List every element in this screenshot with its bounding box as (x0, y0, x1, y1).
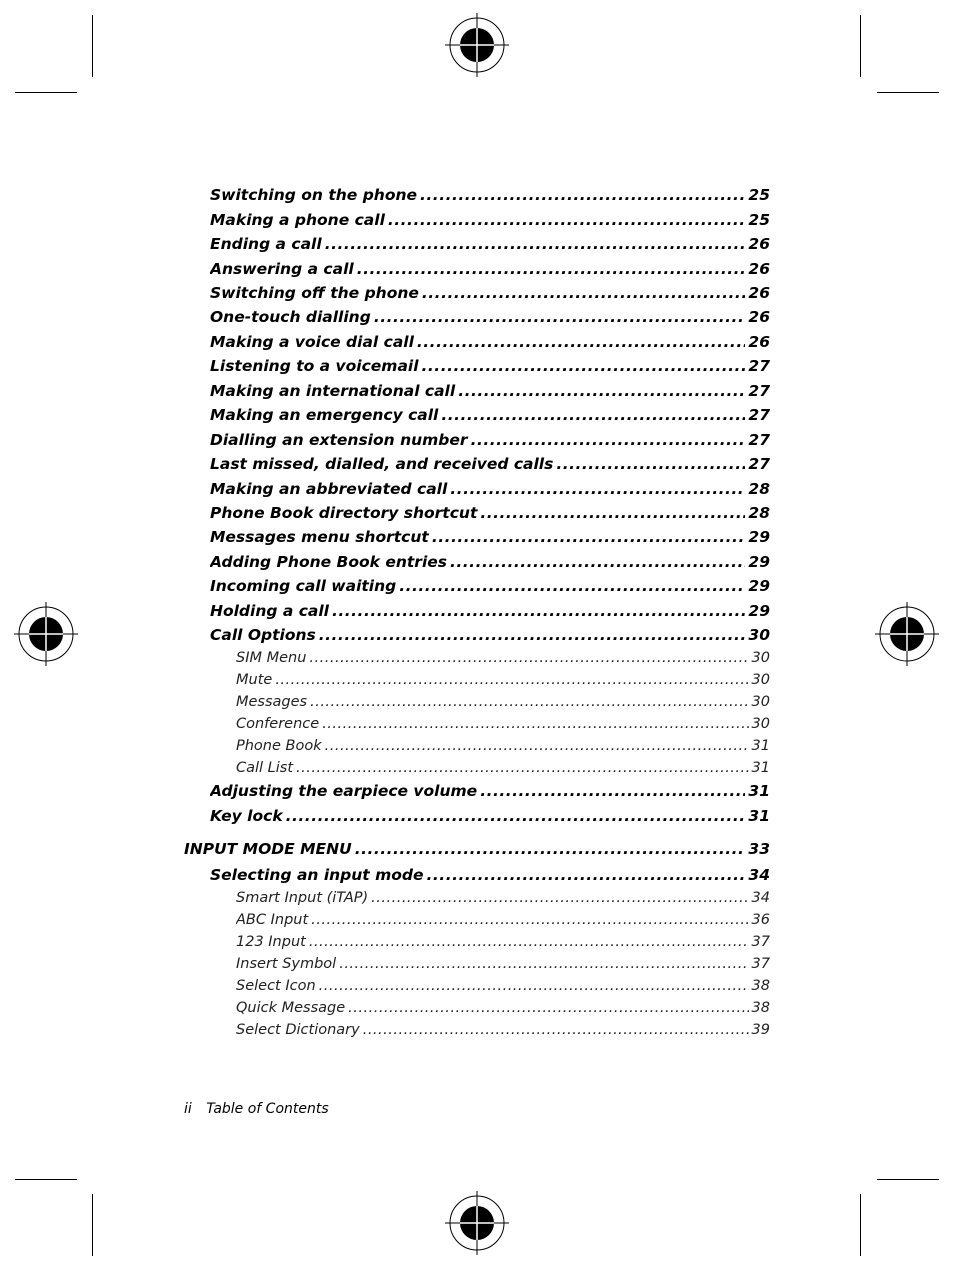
toc-entry[interactable] (210, 504, 770, 522)
toc-entry-page: 37 (751, 934, 770, 950)
dot-leader (422, 284, 746, 302)
toc-entry-title: Conference (236, 716, 320, 732)
dot-leader (310, 694, 748, 710)
toc-entry-page: 30 (751, 694, 770, 710)
toc-entry[interactable] (236, 1022, 770, 1038)
toc-entry-page: 29 (748, 528, 770, 546)
dot-leader (388, 211, 746, 229)
toc-entry-title: Select Icon (236, 978, 316, 994)
dot-leader (420, 186, 745, 204)
toc-entry-page: 30 (751, 716, 770, 732)
toc-entry[interactable] (210, 260, 770, 278)
dot-leader (458, 382, 745, 400)
toc-entry-page: 29 (748, 602, 770, 620)
toc-entry[interactable] (210, 455, 770, 473)
toc-entry-page: 27 (748, 357, 770, 375)
toc-entry-page: 26 (748, 235, 770, 253)
toc-entry-title: Incoming call waiting (210, 577, 397, 595)
dot-leader (322, 716, 748, 732)
toc-entry-title: Making a voice dial call (210, 333, 414, 351)
toc-entry-page: 26 (748, 308, 770, 326)
footer-page-number: ii (184, 1101, 192, 1117)
dot-leader (450, 480, 745, 498)
toc-entry-page: 33 (748, 840, 770, 858)
toc-entry[interactable] (210, 807, 770, 825)
toc-entry-page: 37 (751, 956, 770, 972)
toc-entry-page: 27 (748, 431, 770, 449)
toc-entry-page: 34 (748, 866, 770, 884)
toc-entry-title: SIM Menu (236, 650, 307, 666)
toc-entry-title: Select Dictionary (236, 1022, 360, 1038)
toc-entry-page: 31 (751, 760, 770, 776)
toc-entry-title: Smart Input (iTAP) (236, 890, 369, 906)
toc-entry-title: INPUT MODE MENU (184, 840, 352, 858)
toc-entry-page: 31 (748, 807, 770, 825)
toc-entry[interactable] (210, 602, 770, 620)
dot-leader (371, 890, 748, 906)
toc-entry-title: ABC Input (236, 912, 309, 928)
toc-entry-title: Last missed, dialled, and received calls (210, 455, 554, 473)
toc-entry[interactable] (210, 431, 770, 449)
dot-leader (319, 626, 746, 644)
dot-leader (339, 956, 748, 972)
dot-leader (471, 431, 746, 449)
toc-entry-title: Making an abbreviated call (210, 480, 448, 498)
dot-leader (309, 650, 748, 666)
dot-leader (275, 672, 748, 688)
toc-entry-title: Holding a call (210, 602, 329, 620)
toc-entry-title: Messages (236, 694, 308, 710)
toc-entry[interactable] (236, 912, 770, 928)
toc-entry[interactable] (236, 760, 770, 776)
toc-entry-title: Phone Book directory shortcut (210, 504, 478, 522)
toc-entry-title: Making a phone call (210, 211, 385, 229)
toc-entry-title: Making an emergency call (210, 406, 439, 424)
toc-entry[interactable] (184, 840, 770, 858)
toc-entry-page: 39 (751, 1022, 770, 1038)
dot-leader (427, 866, 746, 884)
toc-entry-title: Ending a call (210, 235, 322, 253)
toc-entry-title: Call List (236, 760, 294, 776)
toc-entry-title: Key lock (210, 807, 283, 825)
dot-leader (325, 235, 746, 253)
toc-entry[interactable] (210, 626, 770, 644)
toc-entry-title: Selecting an input mode (210, 866, 424, 884)
footer-label: Table of Contents (206, 1101, 329, 1117)
toc-entry-title: Quick Message (236, 1000, 346, 1016)
toc-entry-page: 27 (748, 406, 770, 424)
toc-entry-title: Messages menu shortcut (210, 528, 429, 546)
dot-leader (441, 406, 745, 424)
toc-entry-page: 29 (748, 577, 770, 595)
dot-leader (309, 934, 749, 950)
dot-leader (311, 912, 748, 928)
toc-entry[interactable] (236, 672, 770, 688)
toc-entry-page: 26 (748, 333, 770, 351)
toc-entry-title: Adjusting the earpiece volume (210, 782, 478, 800)
toc-entry[interactable] (210, 406, 770, 424)
toc-entry-page: 26 (748, 284, 770, 302)
toc-entry[interactable] (236, 934, 770, 950)
dot-leader (325, 738, 749, 754)
toc-entry[interactable] (210, 235, 770, 253)
toc-entry[interactable] (210, 528, 770, 546)
toc-entry[interactable] (236, 650, 770, 666)
toc-entry-page: 30 (751, 672, 770, 688)
dot-leader (363, 1022, 749, 1038)
toc-entry[interactable] (236, 890, 770, 906)
toc-entry[interactable] (210, 333, 770, 351)
toc-entry-title: Call Options (210, 626, 316, 644)
toc-entry-title: Switching on the phone (210, 186, 418, 204)
dot-leader (480, 504, 745, 522)
toc-entry-title: Dialling an extension number (210, 431, 468, 449)
dot-leader (417, 333, 746, 351)
dot-leader (556, 455, 745, 473)
toc-entry-title: Listening to a voicemail (210, 357, 419, 375)
toc-entry[interactable] (210, 186, 770, 204)
toc-entry[interactable] (210, 866, 770, 884)
toc-entry[interactable] (210, 577, 770, 595)
toc-entry-title: Mute (236, 672, 273, 688)
toc-entry-page: 27 (748, 455, 770, 473)
toc-entry-title: Answering a call (210, 260, 354, 278)
dot-leader (286, 807, 746, 825)
dot-leader (319, 978, 749, 994)
toc-entry[interactable] (236, 956, 770, 972)
toc-entry[interactable] (210, 211, 770, 229)
toc-entry[interactable] (210, 480, 770, 498)
toc-entry[interactable] (236, 738, 770, 754)
dot-leader (348, 1000, 748, 1016)
dot-leader (296, 760, 749, 776)
toc-entry-page: 28 (748, 504, 770, 522)
toc-entry-page: 31 (748, 782, 770, 800)
toc-entry-page: 38 (751, 978, 770, 994)
dot-leader (374, 308, 746, 326)
toc-entry[interactable] (210, 553, 770, 571)
toc-entry-title: Adding Phone Book entries (210, 553, 448, 571)
toc-entry-page: 34 (751, 890, 770, 906)
toc-entry-title: Phone Book (236, 738, 322, 754)
toc-entry[interactable] (236, 978, 770, 994)
dot-leader (332, 602, 745, 620)
toc-entry-title: Insert Symbol (236, 956, 337, 972)
toc-entry[interactable] (210, 357, 770, 375)
toc-entry-title: One-touch dialling (210, 308, 371, 326)
toc-entry-page: 29 (748, 553, 770, 571)
page-footer (184, 1101, 329, 1117)
toc-entry-page: 28 (748, 480, 770, 498)
dot-leader (355, 840, 746, 858)
toc-entry-title: 123 Input (236, 934, 306, 950)
dot-leader (422, 357, 746, 375)
toc-entry-page: 31 (751, 738, 770, 754)
toc-entry-page: 25 (748, 186, 770, 204)
toc-entry-page: 25 (748, 211, 770, 229)
toc-entry[interactable] (236, 694, 770, 710)
dot-leader (450, 553, 745, 571)
dot-leader (357, 260, 746, 278)
toc-entry[interactable] (210, 782, 770, 800)
toc-entry-page: 27 (748, 382, 770, 400)
toc-entry-page: 26 (748, 260, 770, 278)
toc-entry-page: 30 (751, 650, 770, 666)
toc-entry[interactable] (236, 716, 770, 732)
toc-entry[interactable] (210, 284, 770, 302)
toc-entry-page: 36 (751, 912, 770, 928)
toc-entry[interactable] (210, 308, 770, 326)
toc-entry[interactable] (236, 1000, 770, 1016)
dot-leader (399, 577, 745, 595)
dot-leader (432, 528, 746, 546)
toc-entry[interactable] (210, 382, 770, 400)
toc-entry-title: Making an international call (210, 382, 456, 400)
toc-entry-page: 38 (751, 1000, 770, 1016)
toc-entry-page: 30 (748, 626, 770, 644)
dot-leader (480, 782, 745, 800)
toc-entry-title: Switching off the phone (210, 284, 419, 302)
